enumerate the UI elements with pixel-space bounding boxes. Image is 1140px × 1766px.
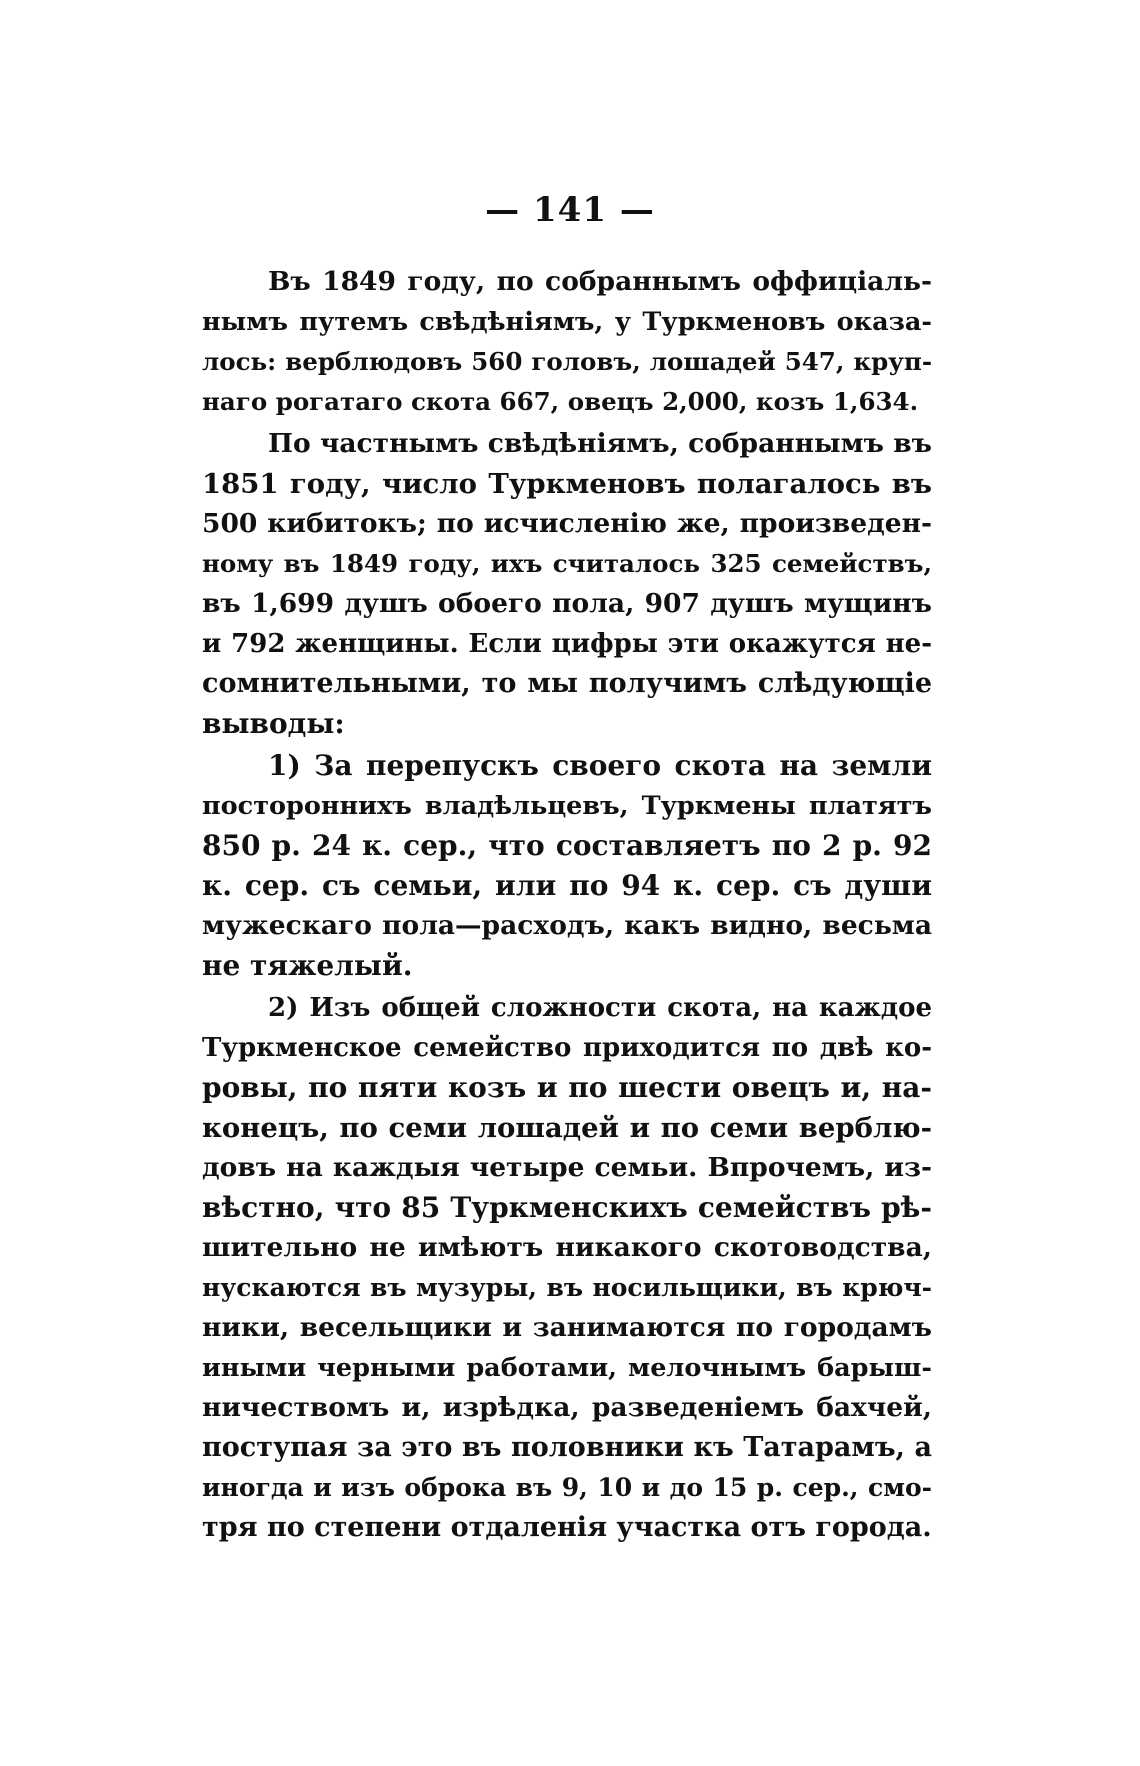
text-line: иногда и изъ оброка въ 9, 10 и до 15 р. сер., смо- — [202, 1473, 932, 1502]
text-line: выводы: — [202, 707, 345, 740]
text-line: Туркменское семейство приходится по двѣ ко- — [202, 1033, 932, 1063]
text-line: не тяжелый. — [202, 949, 413, 982]
text-line: и 792 женщины. Если цифры эти окажутся не- — [202, 629, 932, 659]
text-line: ровы, по пяти козъ и по шести овецъ и, на- — [202, 1071, 932, 1104]
text-line: лось: верблюдовъ 560 головъ, лошадей 547, круп- — [202, 347, 932, 376]
text-line: ному въ 1849 году, ихъ считалось 325 семействъ, — [202, 549, 932, 578]
text-line: 850 р. 24 к. сер., что составляетъ по 2 р. 92 — [202, 829, 932, 862]
text-line: наго рогатаго скота 667, овецъ 2,000, козъ 1,634. — [202, 387, 919, 416]
text-line: мужескаго пола—расходъ, какъ видно, весьма — [202, 910, 932, 941]
text-line: довъ на каждыя четыре семьи. Впрочемъ, из- — [202, 1152, 932, 1183]
paragraph-1 — [202, 262, 932, 422]
text-line: вѣстно, что 85 Туркменскихъ семействъ рѣ- — [202, 1191, 932, 1224]
text-line: поступая за это въ половники къ Татарамъ, а — [202, 1432, 932, 1463]
text-line: постороннихъ владѣльцевъ, Туркмены платятъ — [202, 791, 932, 821]
text-line: сомнительными, то мы получимъ слѣдующіе — [202, 668, 932, 699]
text-line: въ 1,699 душъ обоего пола, 907 душъ мущинъ — [202, 588, 932, 619]
text-line: нускаются въ музуры, въ носильщики, въ крюч- — [202, 1273, 932, 1302]
page-number: — 141 — — [485, 190, 655, 230]
text-line: Въ 1849 году, по собраннымъ оффиціаль- — [268, 266, 932, 297]
text-line: 2) Изъ общей сложности скота, на каждое — [268, 993, 932, 1023]
text-line: конецъ, по семи лошадей и по семи верблю- — [202, 1112, 932, 1144]
text-line: к. сер. съ семьи, или по 94 к. сер. съ души — [202, 869, 932, 902]
paragraph-2 — [202, 424, 932, 744]
text-line: ничествомъ и, изрѣдка, разведеніемъ бахчей, — [202, 1392, 932, 1423]
text-line: По частнымъ свѣдѣніямъ, собраннымъ въ — [268, 428, 932, 459]
text-line: иными черными работами, мелочнымъ барыш- — [202, 1353, 932, 1383]
text-line: тря по степени отдаленія участка отъ города. — [202, 1512, 932, 1543]
text-line: шительно не имѣютъ никакого скотоводства, — [202, 1232, 932, 1263]
body-text — [202, 262, 932, 1548]
text-line: 500 кибитокъ; по исчисленію же, произведен- — [202, 508, 932, 539]
paragraph-4 — [202, 988, 932, 1548]
paragraph-3 — [202, 746, 932, 986]
text-line: нымъ путемъ свѣдѣніямъ, у Туркменовъ оказа- — [202, 307, 932, 337]
text-line: ники, весельщики и занимаются по городамъ — [202, 1312, 932, 1343]
text-line: 1851 году, число Туркменовъ полагалось въ — [202, 468, 932, 500]
text-line: 1) За перепускъ своего скота на земли — [268, 749, 932, 782]
